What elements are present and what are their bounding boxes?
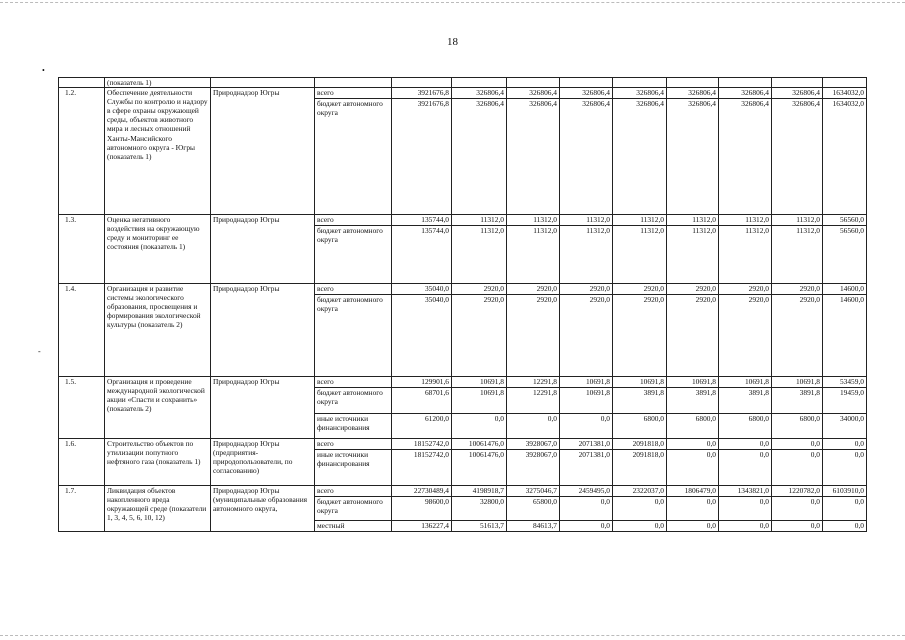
amount-cell: 326806,4 bbox=[507, 99, 560, 215]
amount-cell: 11312,0 bbox=[719, 226, 772, 284]
amount-cell: 2091818,0 bbox=[613, 439, 667, 450]
executor: Природнадзор Югры (муниципальные образования автономного округа, bbox=[211, 486, 315, 532]
amount-cell: 11312,0 bbox=[507, 215, 560, 226]
amount-cell: 10691,8 bbox=[560, 377, 613, 388]
amount-cell: 3891,8 bbox=[719, 388, 772, 414]
measure-name: Обеспечение деятельности Службы по контролю и надзору в сфере охраны окружающей среды, объектов животного мира и лесных отношений Ханты-Мансийского автономного округа - Югры (показатель 1) bbox=[105, 88, 211, 215]
amount-cell: 98600,0 bbox=[392, 497, 452, 521]
amount-cell: 2920,0 bbox=[452, 295, 507, 377]
table-row bbox=[59, 377, 867, 388]
amount-cell: 1220782,0 bbox=[772, 486, 823, 497]
table-cell bbox=[507, 78, 560, 88]
table-row bbox=[59, 439, 867, 450]
amount-cell: 0,0 bbox=[613, 521, 667, 532]
amount-cell: 10691,8 bbox=[613, 377, 667, 388]
scan-speck: • bbox=[42, 66, 45, 75]
scan-bottom-edge bbox=[0, 635, 905, 636]
measure-name: Строительство объектов по утилизации попутного нефтяного газа (показатель 1) bbox=[105, 439, 211, 486]
amount-cell: 0,0 bbox=[823, 497, 867, 521]
continued-row bbox=[59, 78, 867, 88]
amount-cell: 56560,0 bbox=[823, 226, 867, 284]
amount-cell: 3891,8 bbox=[613, 388, 667, 414]
amount-cell: 22730489,4 bbox=[392, 486, 452, 497]
amount-cell: 18152742,0 bbox=[392, 450, 452, 486]
amount-cell: 11312,0 bbox=[719, 215, 772, 226]
amount-cell: 2920,0 bbox=[613, 284, 667, 295]
amount-cell: 326806,4 bbox=[772, 99, 823, 215]
amount-cell: 2920,0 bbox=[772, 284, 823, 295]
amount-cell: 2920,0 bbox=[507, 284, 560, 295]
funding-source: всего bbox=[315, 439, 392, 450]
amount-cell: 10691,8 bbox=[667, 377, 719, 388]
funding-source: всего bbox=[315, 486, 392, 497]
amount-cell: 326806,4 bbox=[560, 99, 613, 215]
amount-cell: 11312,0 bbox=[772, 215, 823, 226]
measure-name: Организация и развитие системы экологического образования, просвещения и формирования экологической культуры (показатель 2) bbox=[105, 284, 211, 377]
amount-cell: 11312,0 bbox=[667, 226, 719, 284]
table-row bbox=[59, 486, 867, 497]
amount-cell: 326806,4 bbox=[719, 88, 772, 99]
amount-cell: 2459495,0 bbox=[560, 486, 613, 497]
amount-cell: 61200,0 bbox=[392, 414, 452, 439]
funding-source: всего bbox=[315, 88, 392, 99]
executor: Природнадзор Югры bbox=[211, 88, 315, 215]
funding-source: бюджет автономного округа bbox=[315, 497, 392, 521]
amount-cell: 6800,0 bbox=[667, 414, 719, 439]
amount-cell: 129901,6 bbox=[392, 377, 452, 388]
amount-cell: 0,0 bbox=[560, 414, 613, 439]
budget-table-wrapper bbox=[58, 77, 866, 567]
scan-top-edge bbox=[0, 2, 905, 3]
amount-cell: 11312,0 bbox=[667, 215, 719, 226]
table-cell bbox=[613, 78, 667, 88]
row-number: 1.5. bbox=[59, 377, 105, 439]
amount-cell: 2071381,0 bbox=[560, 439, 613, 450]
amount-cell: 326806,4 bbox=[507, 88, 560, 99]
amount-cell: 326806,4 bbox=[772, 88, 823, 99]
funding-source: иные источники финансирования bbox=[315, 414, 392, 439]
amount-cell: 11312,0 bbox=[452, 226, 507, 284]
amount-cell: 326806,4 bbox=[613, 99, 667, 215]
table-body bbox=[59, 78, 867, 532]
funding-source: бюджет автономного округа bbox=[315, 99, 392, 215]
amount-cell: 53459,0 bbox=[823, 377, 867, 388]
budget-table bbox=[58, 77, 867, 532]
table-cell bbox=[315, 78, 392, 88]
amount-cell: 326806,4 bbox=[452, 88, 507, 99]
amount-cell: 68701,6 bbox=[392, 388, 452, 414]
page-number: 18 bbox=[447, 36, 458, 48]
amount-cell: 51613,7 bbox=[452, 521, 507, 532]
amount-cell: 35040,0 bbox=[392, 295, 452, 377]
amount-cell: 11312,0 bbox=[772, 226, 823, 284]
amount-cell: 10691,8 bbox=[452, 388, 507, 414]
executor: Природнадзор Югры bbox=[211, 377, 315, 439]
amount-cell: 14600,0 bbox=[823, 295, 867, 377]
row-number: 1.3. bbox=[59, 215, 105, 284]
measure-name: Ликвидация объектов накопленного вреда окружающей среде (показатели 1, 3, 4, 5, 6, 10, 12) bbox=[105, 486, 211, 532]
amount-cell: 11312,0 bbox=[613, 226, 667, 284]
funding-source: бюджет автономного округа bbox=[315, 226, 392, 284]
amount-cell: 3928067,0 bbox=[507, 439, 560, 450]
amount-cell: 19459,0 bbox=[823, 388, 867, 414]
amount-cell: 2091818,0 bbox=[613, 450, 667, 486]
amount-cell: 10691,8 bbox=[772, 377, 823, 388]
row-number: 1.2. bbox=[59, 88, 105, 215]
table-cell bbox=[59, 78, 105, 88]
amount-cell: 0,0 bbox=[719, 439, 772, 450]
amount-cell: 326806,4 bbox=[613, 88, 667, 99]
amount-cell: 0,0 bbox=[452, 414, 507, 439]
amount-cell: 2920,0 bbox=[667, 284, 719, 295]
amount-cell: 0,0 bbox=[772, 497, 823, 521]
amount-cell: 0,0 bbox=[823, 450, 867, 486]
amount-cell: 3921676,8 bbox=[392, 99, 452, 215]
amount-cell: 11312,0 bbox=[560, 226, 613, 284]
amount-cell: 2920,0 bbox=[719, 284, 772, 295]
table-cell bbox=[719, 78, 772, 88]
amount-cell: 0,0 bbox=[560, 521, 613, 532]
amount-cell: 1634032,0 bbox=[823, 88, 867, 99]
table-cell bbox=[667, 78, 719, 88]
amount-cell: 0,0 bbox=[667, 439, 719, 450]
amount-cell: 0,0 bbox=[667, 521, 719, 532]
amount-cell: 2920,0 bbox=[719, 295, 772, 377]
executor: Природнадзор Югры bbox=[211, 215, 315, 284]
amount-cell: 2920,0 bbox=[560, 295, 613, 377]
amount-cell: 11312,0 bbox=[452, 215, 507, 226]
executor: Природнадзор Югры bbox=[211, 284, 315, 377]
amount-cell: 1806479,0 bbox=[667, 486, 719, 497]
amount-cell: 11312,0 bbox=[507, 226, 560, 284]
amount-cell: 3891,8 bbox=[667, 388, 719, 414]
amount-cell: 10061476,0 bbox=[452, 439, 507, 450]
table-cell bbox=[772, 78, 823, 88]
amount-cell: 0,0 bbox=[667, 497, 719, 521]
amount-cell: 326806,4 bbox=[452, 99, 507, 215]
amount-cell: 11312,0 bbox=[560, 215, 613, 226]
amount-cell: 2920,0 bbox=[452, 284, 507, 295]
amount-cell: 326806,4 bbox=[719, 99, 772, 215]
funding-source: всего bbox=[315, 377, 392, 388]
amount-cell: 2920,0 bbox=[613, 295, 667, 377]
amount-cell: 10061476,0 bbox=[452, 450, 507, 486]
funding-source: местный bbox=[315, 521, 392, 532]
table-cell bbox=[392, 78, 452, 88]
amount-cell: 326806,4 bbox=[560, 88, 613, 99]
amount-cell: 136227,4 bbox=[392, 521, 452, 532]
amount-cell: 0,0 bbox=[719, 521, 772, 532]
amount-cell: 2322037,0 bbox=[613, 486, 667, 497]
amount-cell: 2920,0 bbox=[667, 295, 719, 377]
table-row bbox=[59, 284, 867, 295]
amount-cell: 135744,0 bbox=[392, 226, 452, 284]
amount-cell: 35040,0 bbox=[392, 284, 452, 295]
amount-cell: 14600,0 bbox=[823, 284, 867, 295]
amount-cell: 10691,8 bbox=[560, 388, 613, 414]
amount-cell: 0,0 bbox=[772, 450, 823, 486]
funding-source: всего bbox=[315, 215, 392, 226]
amount-cell: 18152742,0 bbox=[392, 439, 452, 450]
amount-cell: 1343821,0 bbox=[719, 486, 772, 497]
amount-cell: 4198918,7 bbox=[452, 486, 507, 497]
amount-cell: 6103910,0 bbox=[823, 486, 867, 497]
amount-cell: 10691,8 bbox=[452, 377, 507, 388]
amount-cell: 12291,8 bbox=[507, 377, 560, 388]
amount-cell: 0,0 bbox=[772, 521, 823, 532]
funding-source: всего bbox=[315, 284, 392, 295]
table-cell bbox=[823, 78, 867, 88]
amount-cell: 2920,0 bbox=[772, 295, 823, 377]
funding-source: бюджет автономного округа bbox=[315, 295, 392, 377]
amount-cell: 3921676,8 bbox=[392, 88, 452, 99]
amount-cell: 11312,0 bbox=[613, 215, 667, 226]
amount-cell: 0,0 bbox=[719, 450, 772, 486]
amount-cell: 65800,0 bbox=[507, 497, 560, 521]
amount-cell: 0,0 bbox=[613, 497, 667, 521]
amount-cell: 56560,0 bbox=[823, 215, 867, 226]
table-cell bbox=[452, 78, 507, 88]
measure-name: Оценка негативного воздействия на окружающую среду и мониторинг ее состояния (показатель 1) bbox=[105, 215, 211, 284]
continued-note: (показатель 1) bbox=[105, 78, 211, 88]
amount-cell: 34000,0 bbox=[823, 414, 867, 439]
amount-cell: 0,0 bbox=[823, 439, 867, 450]
amount-cell: 6800,0 bbox=[719, 414, 772, 439]
amount-cell: 6800,0 bbox=[613, 414, 667, 439]
executor: Природнадзор Югры (предприятия-природопользователи, по согласованию) bbox=[211, 439, 315, 486]
amount-cell: 32800,0 bbox=[452, 497, 507, 521]
amount-cell: 3928067,0 bbox=[507, 450, 560, 486]
amount-cell: 0,0 bbox=[719, 497, 772, 521]
amount-cell: 84613,7 bbox=[507, 521, 560, 532]
amount-cell: 12291,8 bbox=[507, 388, 560, 414]
row-number: 1.4. bbox=[59, 284, 105, 377]
amount-cell: 10691,8 bbox=[719, 377, 772, 388]
amount-cell: 3891,8 bbox=[772, 388, 823, 414]
amount-cell: 0,0 bbox=[667, 450, 719, 486]
table-cell bbox=[560, 78, 613, 88]
table-row bbox=[59, 88, 867, 99]
amount-cell: 135744,0 bbox=[392, 215, 452, 226]
table-cell bbox=[211, 78, 315, 88]
amount-cell: 0,0 bbox=[507, 414, 560, 439]
amount-cell: 2920,0 bbox=[507, 295, 560, 377]
row-number: 1.6. bbox=[59, 439, 105, 486]
measure-name: Организация и проведение международной экологической акции «Спасти и сохранить» (показатель 2) bbox=[105, 377, 211, 439]
funding-source: бюджет автономного округа bbox=[315, 388, 392, 414]
amount-cell: 1634032,0 bbox=[823, 99, 867, 215]
amount-cell: 0,0 bbox=[560, 497, 613, 521]
amount-cell: 2920,0 bbox=[560, 284, 613, 295]
amount-cell: 0,0 bbox=[823, 521, 867, 532]
amount-cell: 326806,4 bbox=[667, 88, 719, 99]
amount-cell: 3275046,7 bbox=[507, 486, 560, 497]
row-number: 1.7. bbox=[59, 486, 105, 532]
funding-source: иные источники финансирования bbox=[315, 450, 392, 486]
table-row bbox=[59, 215, 867, 226]
amount-cell: 2071381,0 bbox=[560, 450, 613, 486]
amount-cell: 6800,0 bbox=[772, 414, 823, 439]
amount-cell: 0,0 bbox=[772, 439, 823, 450]
scan-mark: - bbox=[38, 347, 41, 356]
amount-cell: 326806,4 bbox=[667, 99, 719, 215]
